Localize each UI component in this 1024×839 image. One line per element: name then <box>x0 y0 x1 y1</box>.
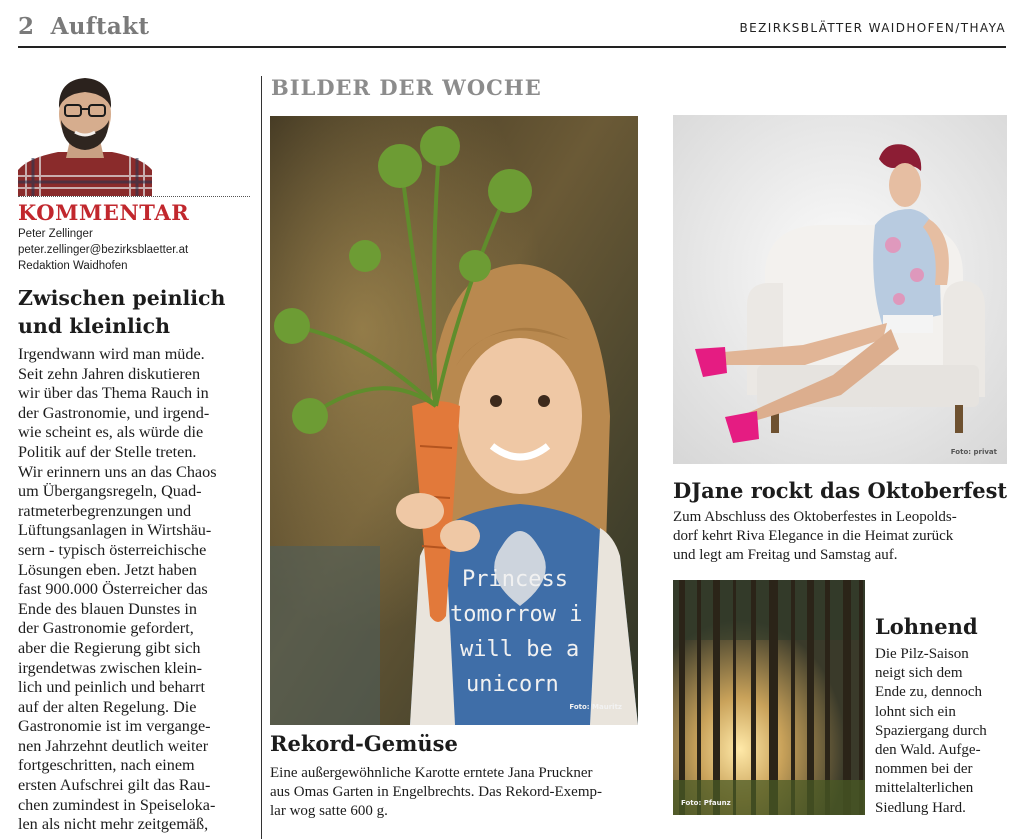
story-headline-forest: Lohnend <box>875 614 978 639</box>
story-headline-vegetable: Rekord-Gemüse <box>270 731 458 756</box>
photo-credit: Foto: Mauritz <box>569 703 622 711</box>
body-line: Zum Abschluss des Oktoberfestes in Leopolds- <box>673 509 957 525</box>
body-line: nommen bei der <box>875 761 973 778</box>
body-line: fast 900.000 Österreicher das <box>18 580 208 599</box>
body-line: lar wog satte 600 g. <box>270 803 388 819</box>
author-info <box>18 226 253 274</box>
headline-line: Zwischen peinlich <box>18 286 226 310</box>
body-line: Die Pilz-Saison <box>875 646 969 662</box>
story-body-vegetable <box>270 764 602 821</box>
carrot-girl-photo <box>270 116 638 725</box>
body-line: Lösungen eben. Jetzt haben <box>18 560 197 579</box>
column-divider <box>261 76 262 839</box>
body-line: lich und peinlich und beharrt <box>18 678 206 697</box>
shirt-text-line: unicorn <box>466 672 559 697</box>
body-line: der Gastronomie gefordert, <box>18 619 194 638</box>
photo-credit: Foto: privat <box>950 448 997 456</box>
body-line: auf der alten Regelung. Die <box>18 697 197 716</box>
section-title: BILDER DER WOCHE <box>271 75 542 100</box>
publication-name: BEZIRKSBLÄTTER WAIDHOFEN/THAYA <box>739 21 1006 35</box>
body-line: irgendetwas zwischen klein- <box>18 658 202 677</box>
body-line: sern - typisch österreichische <box>18 540 207 559</box>
section-name: Auftakt <box>50 13 150 40</box>
body-line: Eine außergewöhnliche Karotte erntete Jana Pruckner <box>270 765 593 781</box>
body-line: chen zumindest in Speiseloka- <box>18 795 216 814</box>
body-line: Irgendwann wird man müde. <box>18 345 205 363</box>
body-line: nen Jahrzehnt deutlich weiter <box>18 736 209 755</box>
body-line: Spaziergang durch <box>875 722 987 739</box>
body-line: Lüftungsanlagen in Wirtshäu- <box>18 521 212 540</box>
commentary-label: KOMMENTAR <box>18 200 190 225</box>
body-line: den Wald. Aufge- <box>875 742 981 759</box>
body-line: um Übergangsregeln, Quad- <box>18 482 202 501</box>
body-line: wie scheint es, als würde die <box>18 423 204 442</box>
story-headline-djane: DJane rockt das Oktoberfest <box>673 478 1008 503</box>
body-line: fortgeschritten, nach einem <box>18 756 195 775</box>
headline-line: und kleinlich <box>18 314 170 338</box>
body-line: aus Omas Garten in Engelbrechts. Das Rekord-Exemp- <box>270 784 602 800</box>
body-line: Ende zu, dennoch <box>875 684 983 701</box>
author-department: Redaktion Waidhofen <box>18 260 128 272</box>
body-line: mittelalterlichen <box>875 780 974 797</box>
portrait-divider <box>18 196 250 197</box>
header-rule <box>18 46 1006 48</box>
body-line: Siedlung Hard. <box>875 799 966 816</box>
body-line: len als nicht mehr zeitgemäß, <box>18 815 209 834</box>
djane-photo <box>673 115 1007 464</box>
body-line: und legt am Freitag und Samstag auf. <box>673 547 898 563</box>
story-body-djane <box>673 508 957 565</box>
author-name: Peter Zellinger <box>18 228 93 240</box>
body-line: Seit zehn Jahren diskutieren <box>18 364 201 383</box>
body-line: aber die Regierung gibt sich <box>18 638 201 657</box>
photo-credit: Foto: Pfaunz <box>681 799 731 807</box>
commentary-headline <box>18 284 254 340</box>
body-line: Ende des blauen Dunstes in <box>18 599 197 618</box>
body-line: ersten Aufschrei gilt das Rau- <box>18 776 211 795</box>
body-line: ratmeterbegrenzungen und <box>18 501 192 520</box>
author-portrait <box>18 72 152 196</box>
forest-photo <box>673 580 865 815</box>
page-header-section <box>18 13 149 40</box>
page-number: 2 <box>18 13 35 40</box>
shirt-text-line: Princess <box>462 567 568 592</box>
shirt-text-line: tomorrow i <box>450 602 583 627</box>
body-line: wir über das Thema Rauch in <box>18 384 209 403</box>
story-body-forest <box>875 645 987 818</box>
body-line: Wir erinnern uns an das Chaos <box>18 462 217 481</box>
body-line: Politik auf der Stelle treten. <box>18 442 197 461</box>
body-line: neigt sich dem <box>875 665 963 682</box>
body-line: Gastronomie ist im vergange- <box>18 717 211 736</box>
commentary-body <box>18 345 254 835</box>
body-line: der Gastronomie, und irgend- <box>18 403 210 422</box>
shirt-text-line: will be a <box>460 637 580 662</box>
body-line: dorf kehrt Riva Elegance in die Heimat zurück <box>673 528 954 544</box>
body-line: lohnt sich ein <box>875 703 956 720</box>
author-email[interactable]: peter.zellinger@bezirksblaetter.at <box>18 244 189 256</box>
